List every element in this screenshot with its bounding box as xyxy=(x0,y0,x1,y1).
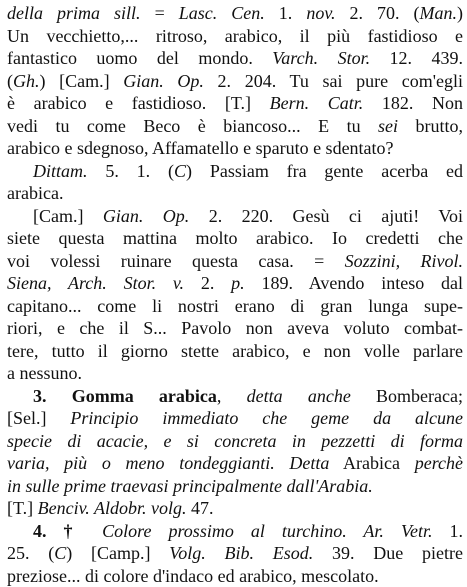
text-run: perchè xyxy=(415,453,463,473)
text-line xyxy=(7,160,463,183)
text-run: è arabico e fastidioso. [T.] xyxy=(7,93,270,113)
text-run: ) xyxy=(457,3,463,23)
text-run: 5. 1. ( xyxy=(88,161,174,181)
text-run: , xyxy=(217,386,247,406)
text-run: Man. xyxy=(420,3,458,23)
text-run: [T.] xyxy=(7,498,38,518)
text-line xyxy=(7,542,463,565)
text-run: Bomberaca; xyxy=(351,386,463,406)
text-run: = xyxy=(155,3,179,23)
text-run: 2. 70. ( xyxy=(335,3,419,23)
text-run: arabico e sdegnoso, Affamatello e sparuto e sdentato? xyxy=(7,138,394,158)
text-run: arabica. xyxy=(7,183,63,203)
text-run: brutto, xyxy=(398,116,463,136)
text-run: 1. xyxy=(265,3,307,23)
text-run: Sozzini, Rivol. xyxy=(345,251,463,271)
text-run: vedi tu come Beco è biancoso... E tu xyxy=(7,116,378,136)
text-line xyxy=(7,385,463,408)
text-run: in sulle prime traevasi principalmente dall'Arabia. xyxy=(7,476,373,496)
text-run: Volg. Bib. Esod. xyxy=(169,543,313,563)
text-run: preziose... di colore d'indaco ed arabico, mescolato. xyxy=(7,566,379,586)
text-run: ) Passiam fra gente acerba ed xyxy=(186,161,463,181)
text-run: 1. xyxy=(432,521,463,541)
text-run: Colore prossimo al turchino. Ar. Vetr. xyxy=(102,521,432,541)
text-run: ) [Cam.] xyxy=(40,71,124,91)
text-run: Dittam. xyxy=(33,161,88,181)
text-run: 25. ( xyxy=(7,543,54,563)
text-line xyxy=(7,25,463,48)
text-line xyxy=(7,227,463,250)
text-run: varia, più o meno tondeggianti. Detta xyxy=(7,453,329,473)
text-line xyxy=(7,47,463,70)
text-run: 2. 204. Tu sai pure com'egli xyxy=(204,71,463,91)
text-run: sei xyxy=(378,116,398,136)
text-run: fantastico uomo del mondo. xyxy=(7,48,272,68)
text-run: voi volessi ruinare questa casa. = xyxy=(7,251,345,271)
text-run: tere, tutto il giorno stette arabico, e non volle parlare xyxy=(7,341,463,361)
text-run: 47. xyxy=(186,498,213,518)
text-run: Siena, Arch. Stor. v. xyxy=(7,273,184,293)
text-line xyxy=(7,92,463,115)
text-line xyxy=(7,565,463,587)
text-line xyxy=(7,2,463,25)
text-run: capitano... come li nostri erano di gran lunga supe- xyxy=(7,296,463,316)
text-line xyxy=(7,70,463,93)
text-run: [Cam.] xyxy=(33,206,103,226)
text-run: 2. xyxy=(184,273,231,293)
text-line xyxy=(7,250,463,273)
text-run: 2. 220. Gesù ci ajuti! Voi xyxy=(189,206,463,226)
text-run: detta anche xyxy=(247,386,351,406)
text-line xyxy=(7,407,463,430)
text-run: nov. xyxy=(306,3,335,23)
text-run: a nessuno. xyxy=(7,363,82,383)
text-line xyxy=(7,317,463,340)
text-run: ( xyxy=(7,71,13,91)
text-line xyxy=(7,475,463,498)
text-run: C xyxy=(54,543,66,563)
text-run: 39. Due pietre xyxy=(313,543,463,563)
text-run: ) [Camp.] xyxy=(66,543,169,563)
text-run: 3. Gomma arabica xyxy=(33,386,217,406)
text-run: siete questa mattina molto arabico. Io credetti che xyxy=(7,228,463,248)
text-run: Varch. Stor. xyxy=(272,48,370,68)
text-run: [Sel.] xyxy=(7,408,70,428)
text-run: Lasc. Cen. xyxy=(179,3,265,23)
text-run: Principio immediato che geme da alcune xyxy=(70,408,463,428)
text-run: Un vecchietto,... ritroso, arabico, il più fastidioso e xyxy=(7,26,463,46)
text-run: Gian. Op. xyxy=(123,71,204,91)
text-run: 182. Non xyxy=(363,93,463,113)
text-line xyxy=(7,340,463,363)
text-line xyxy=(7,497,463,520)
text-line xyxy=(7,272,463,295)
text-line xyxy=(7,205,463,228)
text-run: della prima sill. xyxy=(7,3,155,23)
text-run: Benciv. Aldobr. volg. xyxy=(38,498,187,518)
text-run: Arabica xyxy=(329,453,414,473)
text-run: Bern. Catr. xyxy=(270,93,364,113)
text-line xyxy=(7,430,463,453)
text-run: 12. 439. xyxy=(370,48,463,68)
text-run: specie di acacie, e si concreta in pezzetti di forma xyxy=(7,431,463,451)
text-run: 189. Avendo inteso dal xyxy=(245,273,463,293)
text-run: Gh. xyxy=(13,71,40,91)
text-line xyxy=(7,362,463,385)
text-run: 4. † xyxy=(33,521,102,541)
text-run: p. xyxy=(231,273,245,293)
text-run: C xyxy=(174,161,186,181)
text-line xyxy=(7,295,463,318)
text-line xyxy=(7,520,463,543)
text-run: Gian. Op. xyxy=(103,206,189,226)
text-line xyxy=(7,452,463,475)
text-line xyxy=(7,115,463,138)
text-run: riori, e che il S... Pavolo non aveva voluto combat- xyxy=(7,318,463,338)
text-line xyxy=(7,137,463,160)
text-line xyxy=(7,182,463,205)
